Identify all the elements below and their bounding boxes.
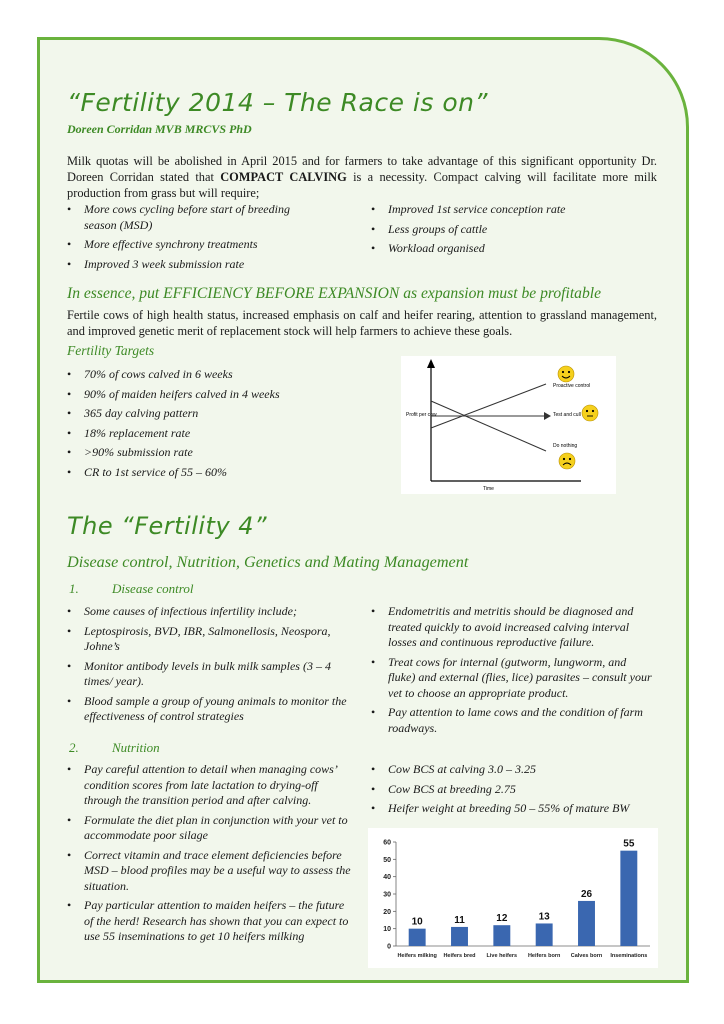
disease-heading: Disease control (112, 581, 194, 596)
list-item: • Heifer weight at breeding 50 – 55% of mature BW (371, 801, 661, 817)
list-item: • More cows cycling before start of breeding season (MSD) (67, 202, 307, 233)
y-tick-label: 50 (383, 856, 391, 864)
list-item: • 365 day calving pattern (67, 406, 367, 422)
x-tick-label: Heifers bred (443, 953, 476, 959)
list-item: • More effective synchrony treatments (67, 237, 307, 253)
strategy-diagram (401, 356, 616, 494)
nutrition-heading: Nutrition (112, 740, 160, 755)
list-item: • Cow BCS at calving 3.0 – 3.25 (371, 762, 661, 778)
x-tick-label: Heifers born (527, 953, 561, 959)
y-tick-label: 60 (383, 839, 391, 847)
nutrition-right-list (371, 762, 661, 821)
list-item: • Formulate the diet plan in conjunction with your vet to accommodate poor silage (67, 813, 352, 844)
y-tick-label: 30 (383, 891, 391, 899)
list-item: • 90% of maiden heifers calved in 4 weeks (67, 387, 367, 403)
list-item: • CR to 1st service of 55 – 60% (67, 465, 367, 481)
chart-background (368, 828, 658, 968)
targets-list (67, 367, 367, 484)
sad-face-icon (559, 453, 575, 469)
list-item: • Cow BCS at breeding 2.75 (371, 782, 661, 798)
list-item: • 70% of cows calved in 6 weeks (67, 367, 367, 383)
y-tick-label: 40 (383, 874, 391, 882)
nutrition-left-list (67, 762, 352, 949)
list-item: • Less groups of cattle (371, 222, 651, 238)
nutrition-number: 2. (69, 740, 79, 755)
y-tick-label: 0 (387, 943, 391, 951)
list-item: • Some causes of infectious infertility include; (67, 604, 352, 620)
label-proactive: Proactive control (553, 383, 591, 389)
list-item: • Endometritis and metritis should be diagnosed and treated quickly to avoid increased calving interval losses and continuous reproductive failure. (371, 604, 656, 651)
smiley-face-icon (558, 366, 574, 382)
list-item: • Workload organised (371, 241, 651, 257)
article-title: “Fertility 2014 – The Race is on” (67, 88, 488, 117)
list-item: • Blood sample a group of young animals to monitor the effectiveness of control strategies (67, 694, 352, 725)
requirements-left (67, 202, 307, 276)
list-item: • Improved 3 week submission rate (67, 257, 307, 273)
section-subtitle: Disease control, Nutrition, Genetics and Mating Management (67, 553, 469, 571)
disease-right-list (371, 604, 656, 740)
data-label: 13 (538, 911, 550, 923)
disease-number: 1. (69, 581, 79, 596)
y-axis-label: Profit per cow (406, 412, 437, 418)
bar (536, 923, 553, 946)
list-item: • Improved 1st service conception rate (371, 202, 651, 218)
list-item: • Pay particular attention to maiden heifers – the future of the herd! Research has shown that you can expect to use 55 inseminations to get 10 heifers milking (67, 898, 352, 945)
x-tick-label: Live heifers (486, 953, 518, 959)
label-test-cull: Test and cull (553, 412, 581, 418)
x-tick-label: Heifers milking (397, 953, 437, 959)
bar (493, 925, 510, 946)
bar (409, 929, 426, 946)
disease-left-list (67, 604, 352, 729)
x-tick-label: Inseminations (610, 953, 648, 959)
x-tick-label: Calves born (570, 953, 603, 959)
y-tick-label: 10 (383, 926, 391, 934)
list-item: • Correct vitamin and trace element deficiencies before MSD – blood profiles may be a useful way to assess the situation. (67, 848, 352, 895)
data-label: 10 (411, 916, 423, 928)
list-item: • Treat cows for internal (gutworm, lungworm, and fluke) and external (flies, lice) parasites – consult your vet to choose an appropriate product. (371, 655, 656, 702)
bar (578, 901, 595, 946)
list-item: • Leptospirosis, BVD, IBR, Salmonellosis, Neospora, Johne’s (67, 624, 352, 655)
list-item: • 18% replacement rate (67, 426, 367, 442)
essence-text: Fertile cows of high health status, increased emphasis on calf and heifer rearing, attention to grassland management, and improved genetic merit of replacement stock will help farmers to achieve these goals. (67, 308, 657, 338)
section-title: The “Fertility 4” (67, 512, 267, 540)
data-label: 12 (496, 913, 508, 925)
label-do-nothing: Do nothing (553, 443, 578, 449)
bar (620, 851, 637, 946)
data-label: 26 (580, 888, 593, 900)
heifer-bar-chart (368, 828, 658, 968)
list-item: • Pay careful attention to detail when managing cows’ condition scores from late lactation to drying-off through the transition period and after calving. (67, 762, 352, 809)
intro-paragraph: Milk quotas will be abolished in April 2015 and for farmers to take advantage of this significant opportunity Dr. Doreen Corridan stated that COMPACT CALVING is a necessity. Compact calving will facilitate more milk production from grass but will require; (67, 154, 657, 200)
x-axis-label: Time (483, 486, 494, 492)
data-label: 11 (454, 914, 465, 926)
list-item: • Pay attention to lame cows and the condition of farm roadways. (371, 705, 656, 736)
targets-heading: Fertility Targets (67, 343, 155, 358)
essence-heading: In essence, put EFFICIENCY BEFORE EXPANSION as expansion must be profitable (67, 285, 602, 302)
bar (451, 927, 468, 946)
data-label: 55 (623, 838, 635, 850)
author-line: Doreen Corridan MVB MRCVS PhD (67, 122, 252, 136)
requirements-right (371, 202, 651, 261)
diagram-background (401, 356, 616, 494)
list-item: • >90% submission rate (67, 445, 367, 461)
y-tick-label: 20 (383, 908, 391, 916)
list-item: • Monitor antibody levels in bulk milk samples (3 – 4 times/ year). (67, 659, 352, 690)
neutral-face-icon (582, 405, 598, 421)
